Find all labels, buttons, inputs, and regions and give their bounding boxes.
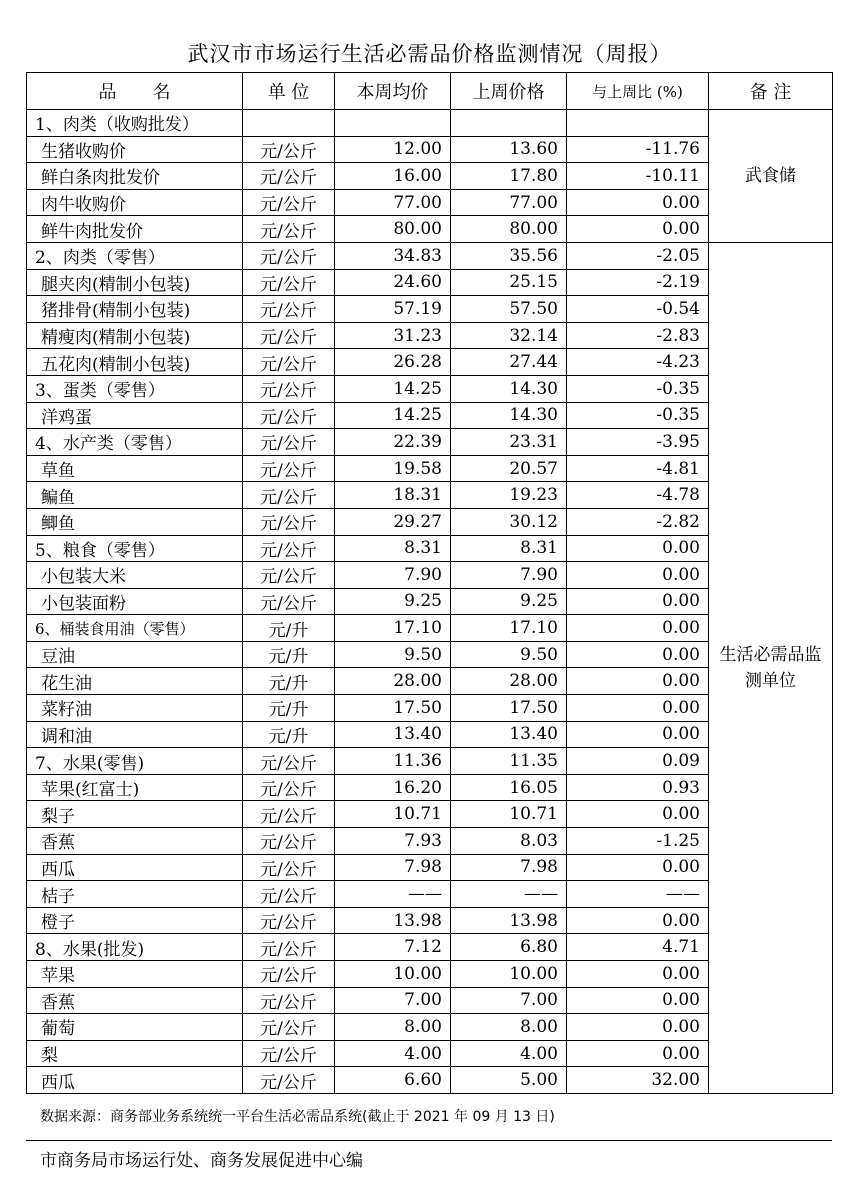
this-week-price: 26.28: [335, 349, 451, 376]
item-unit: 元/公斤: [243, 136, 335, 163]
item-name: 葡萄: [27, 1014, 243, 1041]
item-unit: 元/公斤: [243, 748, 335, 775]
item-unit: 元/公斤: [243, 1040, 335, 1067]
item-name: 苹果(红富士): [27, 774, 243, 801]
last-week-price: 57.50: [451, 296, 567, 323]
this-week-price: 9.50: [335, 641, 451, 668]
item-unit: 元/公斤: [243, 1067, 335, 1094]
last-week-price: 8.03: [451, 828, 567, 855]
week-change: -2.19: [567, 269, 709, 296]
item-name: 豆油: [27, 641, 243, 668]
week-change: 0.00: [567, 907, 709, 934]
header-unit: 单 位: [243, 73, 335, 110]
last-week-price: ——: [451, 881, 567, 908]
item-name: 调和油: [27, 721, 243, 748]
last-week-price: 17.80: [451, 163, 567, 190]
last-week-price: 13.60: [451, 136, 567, 163]
this-week-price: 57.19: [335, 296, 451, 323]
last-week-price: 14.30: [451, 402, 567, 429]
note-text: 生活必需品监测单位: [719, 644, 822, 691]
last-week-price: 6.80: [451, 934, 567, 961]
week-change: 0.00: [567, 1014, 709, 1041]
last-week-price: 11.35: [451, 748, 567, 775]
week-change: 0.09: [567, 748, 709, 775]
week-change: 4.71: [567, 934, 709, 961]
last-week-price: 80.00: [451, 216, 567, 243]
week-change: 0.00: [567, 588, 709, 615]
item-name: 苹果: [27, 961, 243, 988]
week-change: 32.00: [567, 1067, 709, 1094]
table-header-row: [27, 73, 833, 110]
week-change: 0.00: [567, 961, 709, 988]
header-this-week: 本周均价: [335, 73, 451, 110]
item-unit: [243, 110, 335, 137]
week-change: -4.23: [567, 349, 709, 376]
week-change: 0.00: [567, 801, 709, 828]
data-source: 数据来源：商务部业务系统统一平台生活必需品系统(截止于 2021 年 09 月 13 日): [40, 1109, 555, 1125]
item-name: 菜籽油: [27, 695, 243, 722]
this-week-price: 14.25: [335, 375, 451, 402]
item-name: 花生油: [27, 668, 243, 695]
this-week-price: 80.00: [335, 216, 451, 243]
week-change: -2.83: [567, 322, 709, 349]
week-change: -11.76: [567, 136, 709, 163]
item-name: 8、水果(批发): [27, 934, 243, 961]
header-last-week: 上周价格: [451, 73, 567, 110]
item-name: 小包装面粉: [27, 588, 243, 615]
this-week-price: 13.40: [335, 721, 451, 748]
editor-credit: 市商务局市场运行处、商务发展促进中心编: [40, 1151, 363, 1171]
item-unit: 元/公斤: [243, 322, 335, 349]
week-change: -2.05: [567, 242, 709, 269]
week-change: 0.00: [567, 668, 709, 695]
week-change: 0.00: [567, 987, 709, 1014]
this-week-price: 9.25: [335, 588, 451, 615]
item-name: 2、肉类（零售）: [27, 242, 243, 269]
item-unit: 元/公斤: [243, 801, 335, 828]
week-change: 0.00: [567, 1040, 709, 1067]
item-unit: 元/公斤: [243, 375, 335, 402]
item-unit: 元/升: [243, 668, 335, 695]
item-name: 橙子: [27, 907, 243, 934]
this-week-price: 8.00: [335, 1014, 451, 1041]
item-unit: 元/公斤: [243, 562, 335, 589]
last-week-price: 32.14: [451, 322, 567, 349]
last-week-price: 13.98: [451, 907, 567, 934]
last-week-price: 14.30: [451, 375, 567, 402]
item-unit: 元/公斤: [243, 216, 335, 243]
week-change: 0.00: [567, 641, 709, 668]
this-week-price: 18.31: [335, 482, 451, 509]
week-change: 0.93: [567, 774, 709, 801]
item-unit: 元/升: [243, 721, 335, 748]
last-week-price: 35.56: [451, 242, 567, 269]
table-row: [27, 110, 833, 137]
this-week-price: 7.98: [335, 854, 451, 881]
last-week-price: 17.50: [451, 695, 567, 722]
item-unit: 元/公斤: [243, 907, 335, 934]
this-week-price: 11.36: [335, 748, 451, 775]
week-change: -1.25: [567, 828, 709, 855]
item-name: 鲫鱼: [27, 508, 243, 535]
this-week-price: 34.83: [335, 242, 451, 269]
last-week-price: 25.15: [451, 269, 567, 296]
item-name: 鲜牛肉批发价: [27, 216, 243, 243]
item-unit: 元/公斤: [243, 1014, 335, 1041]
this-week-price: [335, 110, 451, 137]
note-cell: [709, 110, 833, 243]
last-week-price: 9.50: [451, 641, 567, 668]
item-name: 1、肉类（收购批发）: [27, 110, 243, 137]
item-unit: 元/公斤: [243, 269, 335, 296]
item-unit: 元/公斤: [243, 163, 335, 190]
last-week-price: 30.12: [451, 508, 567, 535]
item-name: 草鱼: [27, 455, 243, 482]
week-change: 0.00: [567, 615, 709, 642]
item-unit: 元/公斤: [243, 828, 335, 855]
this-week-price: 4.00: [335, 1040, 451, 1067]
note-text: 武食储: [745, 165, 796, 186]
item-name: 3、蛋类（零售）: [27, 375, 243, 402]
last-week-price: 10.00: [451, 961, 567, 988]
item-unit: 元/公斤: [243, 961, 335, 988]
item-name: 小包装大米: [27, 562, 243, 589]
last-week-price: 4.00: [451, 1040, 567, 1067]
item-unit: 元/升: [243, 615, 335, 642]
item-name: 洋鸡蛋: [27, 402, 243, 429]
item-unit: 元/公斤: [243, 987, 335, 1014]
this-week-price: 6.60: [335, 1067, 451, 1094]
item-unit: 元/公斤: [243, 881, 335, 908]
week-change: 0.00: [567, 216, 709, 243]
last-week-price: 23.31: [451, 429, 567, 456]
last-week-price: 9.25: [451, 588, 567, 615]
item-unit: 元/公斤: [243, 535, 335, 562]
week-change: -4.78: [567, 482, 709, 509]
week-change: 0.00: [567, 721, 709, 748]
table-body: [27, 110, 833, 1094]
item-name: 梨: [27, 1040, 243, 1067]
week-change: 0.00: [567, 854, 709, 881]
item-name: 西瓜: [27, 1067, 243, 1094]
week-change: -3.95: [567, 429, 709, 456]
last-week-price: 8.31: [451, 535, 567, 562]
this-week-price: 7.00: [335, 987, 451, 1014]
this-week-price: 22.39: [335, 429, 451, 456]
last-week-price: 28.00: [451, 668, 567, 695]
header-name: 品 名: [27, 73, 243, 110]
item-name: 6、桶装食用油（零售）: [27, 615, 243, 642]
last-week-price: [451, 110, 567, 137]
this-week-price: 12.00: [335, 136, 451, 163]
week-change: -2.82: [567, 508, 709, 535]
week-change: 0.00: [567, 562, 709, 589]
item-unit: 元/公斤: [243, 455, 335, 482]
this-week-price: 7.90: [335, 562, 451, 589]
price-table: [26, 72, 833, 1094]
this-week-price: 16.00: [335, 163, 451, 190]
week-change: -4.81: [567, 455, 709, 482]
this-week-price: 29.27: [335, 508, 451, 535]
week-change: ——: [567, 881, 709, 908]
this-week-price: 8.31: [335, 535, 451, 562]
item-name: 精瘦肉(精制小包装): [27, 322, 243, 349]
item-unit: 元/公斤: [243, 296, 335, 323]
this-week-price: 13.98: [335, 907, 451, 934]
item-name: 桔子: [27, 881, 243, 908]
item-unit: 元/公斤: [243, 854, 335, 881]
week-change: 0.00: [567, 189, 709, 216]
week-change: -0.54: [567, 296, 709, 323]
this-week-price: 7.93: [335, 828, 451, 855]
note-cell: [709, 242, 833, 1093]
item-unit: 元/公斤: [243, 429, 335, 456]
this-week-price: 7.12: [335, 934, 451, 961]
item-name: 鲜白条肉批发价: [27, 163, 243, 190]
week-change: 0.00: [567, 535, 709, 562]
last-week-price: 10.71: [451, 801, 567, 828]
last-week-price: 27.44: [451, 349, 567, 376]
this-week-price: 10.00: [335, 961, 451, 988]
item-name: 7、水果(零售): [27, 748, 243, 775]
item-unit: 元/公斤: [243, 402, 335, 429]
this-week-price: 24.60: [335, 269, 451, 296]
item-unit: 元/升: [243, 641, 335, 668]
last-week-price: 20.57: [451, 455, 567, 482]
item-name: 鳊鱼: [27, 482, 243, 509]
item-name: 西瓜: [27, 854, 243, 881]
last-week-price: 8.00: [451, 1014, 567, 1041]
item-unit: 元/公斤: [243, 242, 335, 269]
item-name: 肉牛收购价: [27, 189, 243, 216]
item-name: 梨子: [27, 801, 243, 828]
item-name: 5、粮食（零售）: [27, 535, 243, 562]
last-week-price: 7.98: [451, 854, 567, 881]
this-week-price: 17.50: [335, 695, 451, 722]
item-unit: 元/公斤: [243, 508, 335, 535]
this-week-price: 14.25: [335, 402, 451, 429]
week-change: -0.35: [567, 402, 709, 429]
item-unit: 元/公斤: [243, 349, 335, 376]
item-unit: 元/公斤: [243, 774, 335, 801]
this-week-price: 16.20: [335, 774, 451, 801]
item-unit: 元/公斤: [243, 934, 335, 961]
last-week-price: 13.40: [451, 721, 567, 748]
week-change: -0.35: [567, 375, 709, 402]
item-name: 猪排骨(精制小包装): [27, 296, 243, 323]
item-name: 五花肉(精制小包装): [27, 349, 243, 376]
week-change: [567, 110, 709, 137]
last-week-price: 7.00: [451, 987, 567, 1014]
this-week-price: 19.58: [335, 455, 451, 482]
header-change: 与上周比 (%): [567, 73, 709, 110]
page-title: 武汉市市场运行生活必需品价格监测情况（周报）: [187, 42, 672, 66]
item-unit: 元/公斤: [243, 189, 335, 216]
last-week-price: 17.10: [451, 615, 567, 642]
item-unit: 元/公斤: [243, 588, 335, 615]
this-week-price: ——: [335, 881, 451, 908]
last-week-price: 19.23: [451, 482, 567, 509]
last-week-price: 77.00: [451, 189, 567, 216]
header-note: 备 注: [709, 73, 833, 110]
last-week-price: 5.00: [451, 1067, 567, 1094]
item-name: 香蕉: [27, 987, 243, 1014]
item-name: 生猪收购价: [27, 136, 243, 163]
footer-divider: [26, 1140, 832, 1141]
this-week-price: 10.71: [335, 801, 451, 828]
this-week-price: 77.00: [335, 189, 451, 216]
week-change: -10.11: [567, 163, 709, 190]
table-row: [27, 242, 833, 269]
item-unit: 元/升: [243, 695, 335, 722]
item-unit: 元/公斤: [243, 482, 335, 509]
this-week-price: 31.23: [335, 322, 451, 349]
item-name: 腿夹肉(精制小包装): [27, 269, 243, 296]
week-change: 0.00: [567, 695, 709, 722]
item-name: 4、水产类（零售）: [27, 429, 243, 456]
last-week-price: 7.90: [451, 562, 567, 589]
this-week-price: 17.10: [335, 615, 451, 642]
this-week-price: 28.00: [335, 668, 451, 695]
last-week-price: 16.05: [451, 774, 567, 801]
item-name: 香蕉: [27, 828, 243, 855]
